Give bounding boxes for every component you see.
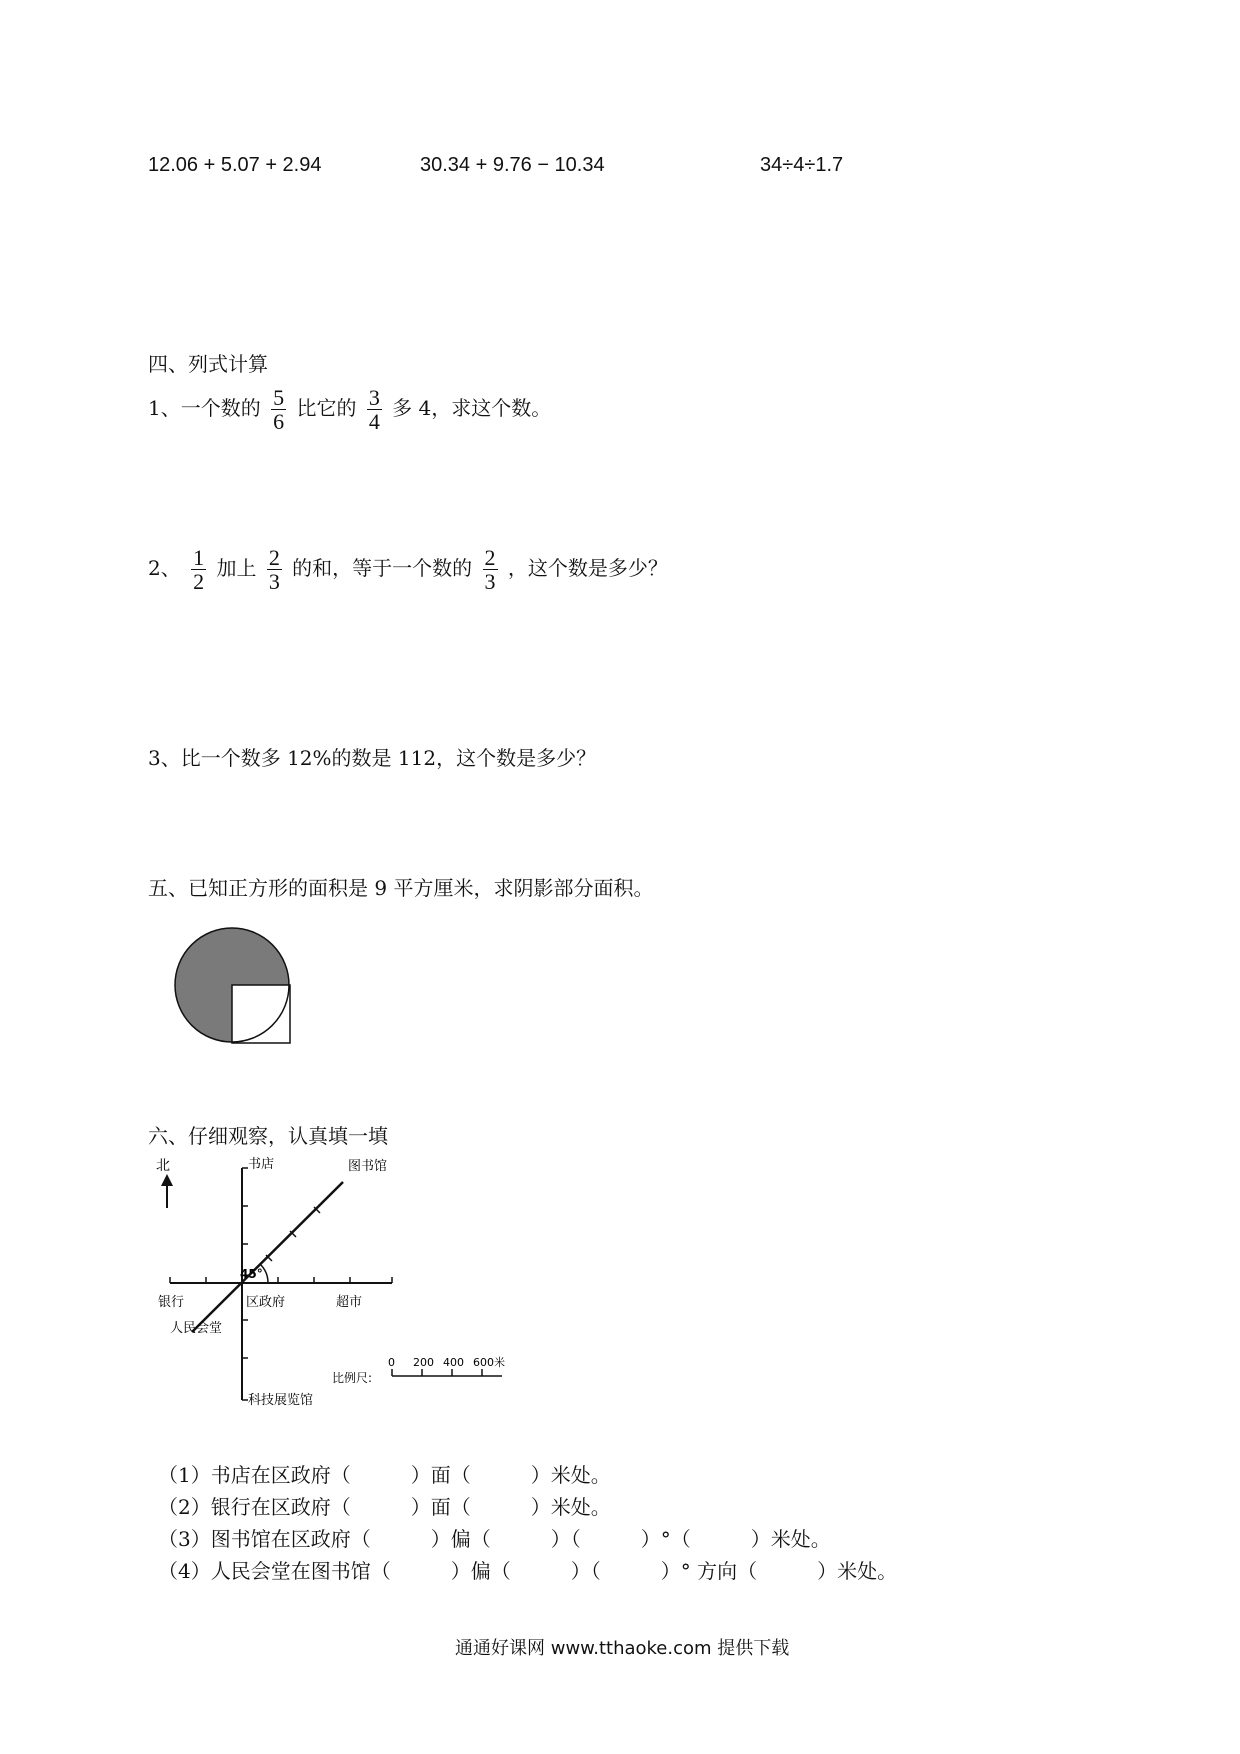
scale-ticks <box>392 1369 482 1376</box>
expression-3: 34÷4÷1.7 <box>760 154 844 176</box>
fraction-2-3 <box>267 546 282 593</box>
angle-label: 45° <box>240 1267 263 1281</box>
diagonal-ticks <box>266 1207 320 1261</box>
scale-tick-400: 400 <box>443 1356 464 1369</box>
numerator: 5 <box>273 385 285 410</box>
label-science-museum: 科技展览馆 <box>248 1393 314 1408</box>
blank-question-1: （1）书店在区政府（ ）面（ ）米处。 <box>158 1463 611 1487</box>
fraction-3-4 <box>367 386 382 433</box>
denominator: 2 <box>193 569 205 595</box>
q2-pre: 2、 <box>148 556 181 581</box>
denominator: 4 <box>368 409 380 435</box>
north-label: 北 <box>156 1158 170 1174</box>
q1-pre: 1、一个数的 <box>148 396 261 421</box>
section-5-title: 五、已知正方形的面积是 9 平方厘米，求阴影部分面积。 <box>148 876 654 900</box>
q1-mid: 比它的 <box>296 396 357 421</box>
blank-question-4: （4）人民会堂在图书馆（ ）偏（ ）（ ）° 方向（ ）米处。 <box>158 1559 898 1583</box>
fraction-2-3-b <box>483 546 498 593</box>
numerator: 3 <box>368 385 380 410</box>
label-library: 图书馆 <box>348 1159 388 1174</box>
label-peoples-hall: 人民会堂 <box>170 1321 223 1336</box>
q2-mid1: 加上 <box>216 556 257 581</box>
question-2 <box>148 546 668 593</box>
numerator: 2 <box>484 545 496 570</box>
denominator: 3 <box>268 569 280 595</box>
blank-question-3: （3）图书馆在区政府（ ）偏（ ）（ ）°（ ）米处。 <box>158 1527 831 1551</box>
expression-2: 30.34 + 9.76 − 10.34 <box>420 154 605 176</box>
fraction-5-6 <box>271 386 286 433</box>
blank-question-2: （2）银行在区政府（ ）面（ ）米处。 <box>158 1495 611 1519</box>
scale-label: 比例尺: <box>332 1371 373 1385</box>
q1-post: 多 4，求这个数。 <box>392 396 552 421</box>
label-bank: 银行 <box>158 1295 185 1310</box>
question-3: 3、比一个数多 12%的数是 112，这个数是多少？ <box>148 746 597 770</box>
q2-post: ，这个数是多少？ <box>507 556 668 581</box>
q2-mid2: 的和，等于一个数的 <box>292 556 473 581</box>
fraction-1-2 <box>191 546 206 593</box>
expression-1: 12.06 + 5.07 + 2.94 <box>148 154 322 176</box>
label-district-gov: 区政府 <box>246 1295 286 1310</box>
north-arrowhead-icon <box>161 1174 173 1186</box>
label-supermarket: 超市 <box>336 1295 363 1310</box>
numerator: 2 <box>268 545 280 570</box>
section-6-title: 六、仔细观察，认真填一填 <box>148 1124 388 1148</box>
scale-tick-200: 200 <box>413 1356 434 1369</box>
circle-square-figure <box>160 915 320 1065</box>
denominator: 3 <box>484 569 496 595</box>
direction-map <box>140 1150 560 1415</box>
scale-tick-0: 0 <box>388 1356 395 1369</box>
numerator: 1 <box>193 545 205 570</box>
label-bookstore: 书店 <box>248 1157 275 1172</box>
section-4-title: 四、列式计算 <box>148 352 268 376</box>
scale-tick-600: 600米 <box>473 1356 505 1369</box>
footer-text: 通通好课网 www.tthaoke.com 提供下载 <box>455 1638 790 1659</box>
question-1 <box>148 386 551 433</box>
denominator: 6 <box>273 409 285 435</box>
